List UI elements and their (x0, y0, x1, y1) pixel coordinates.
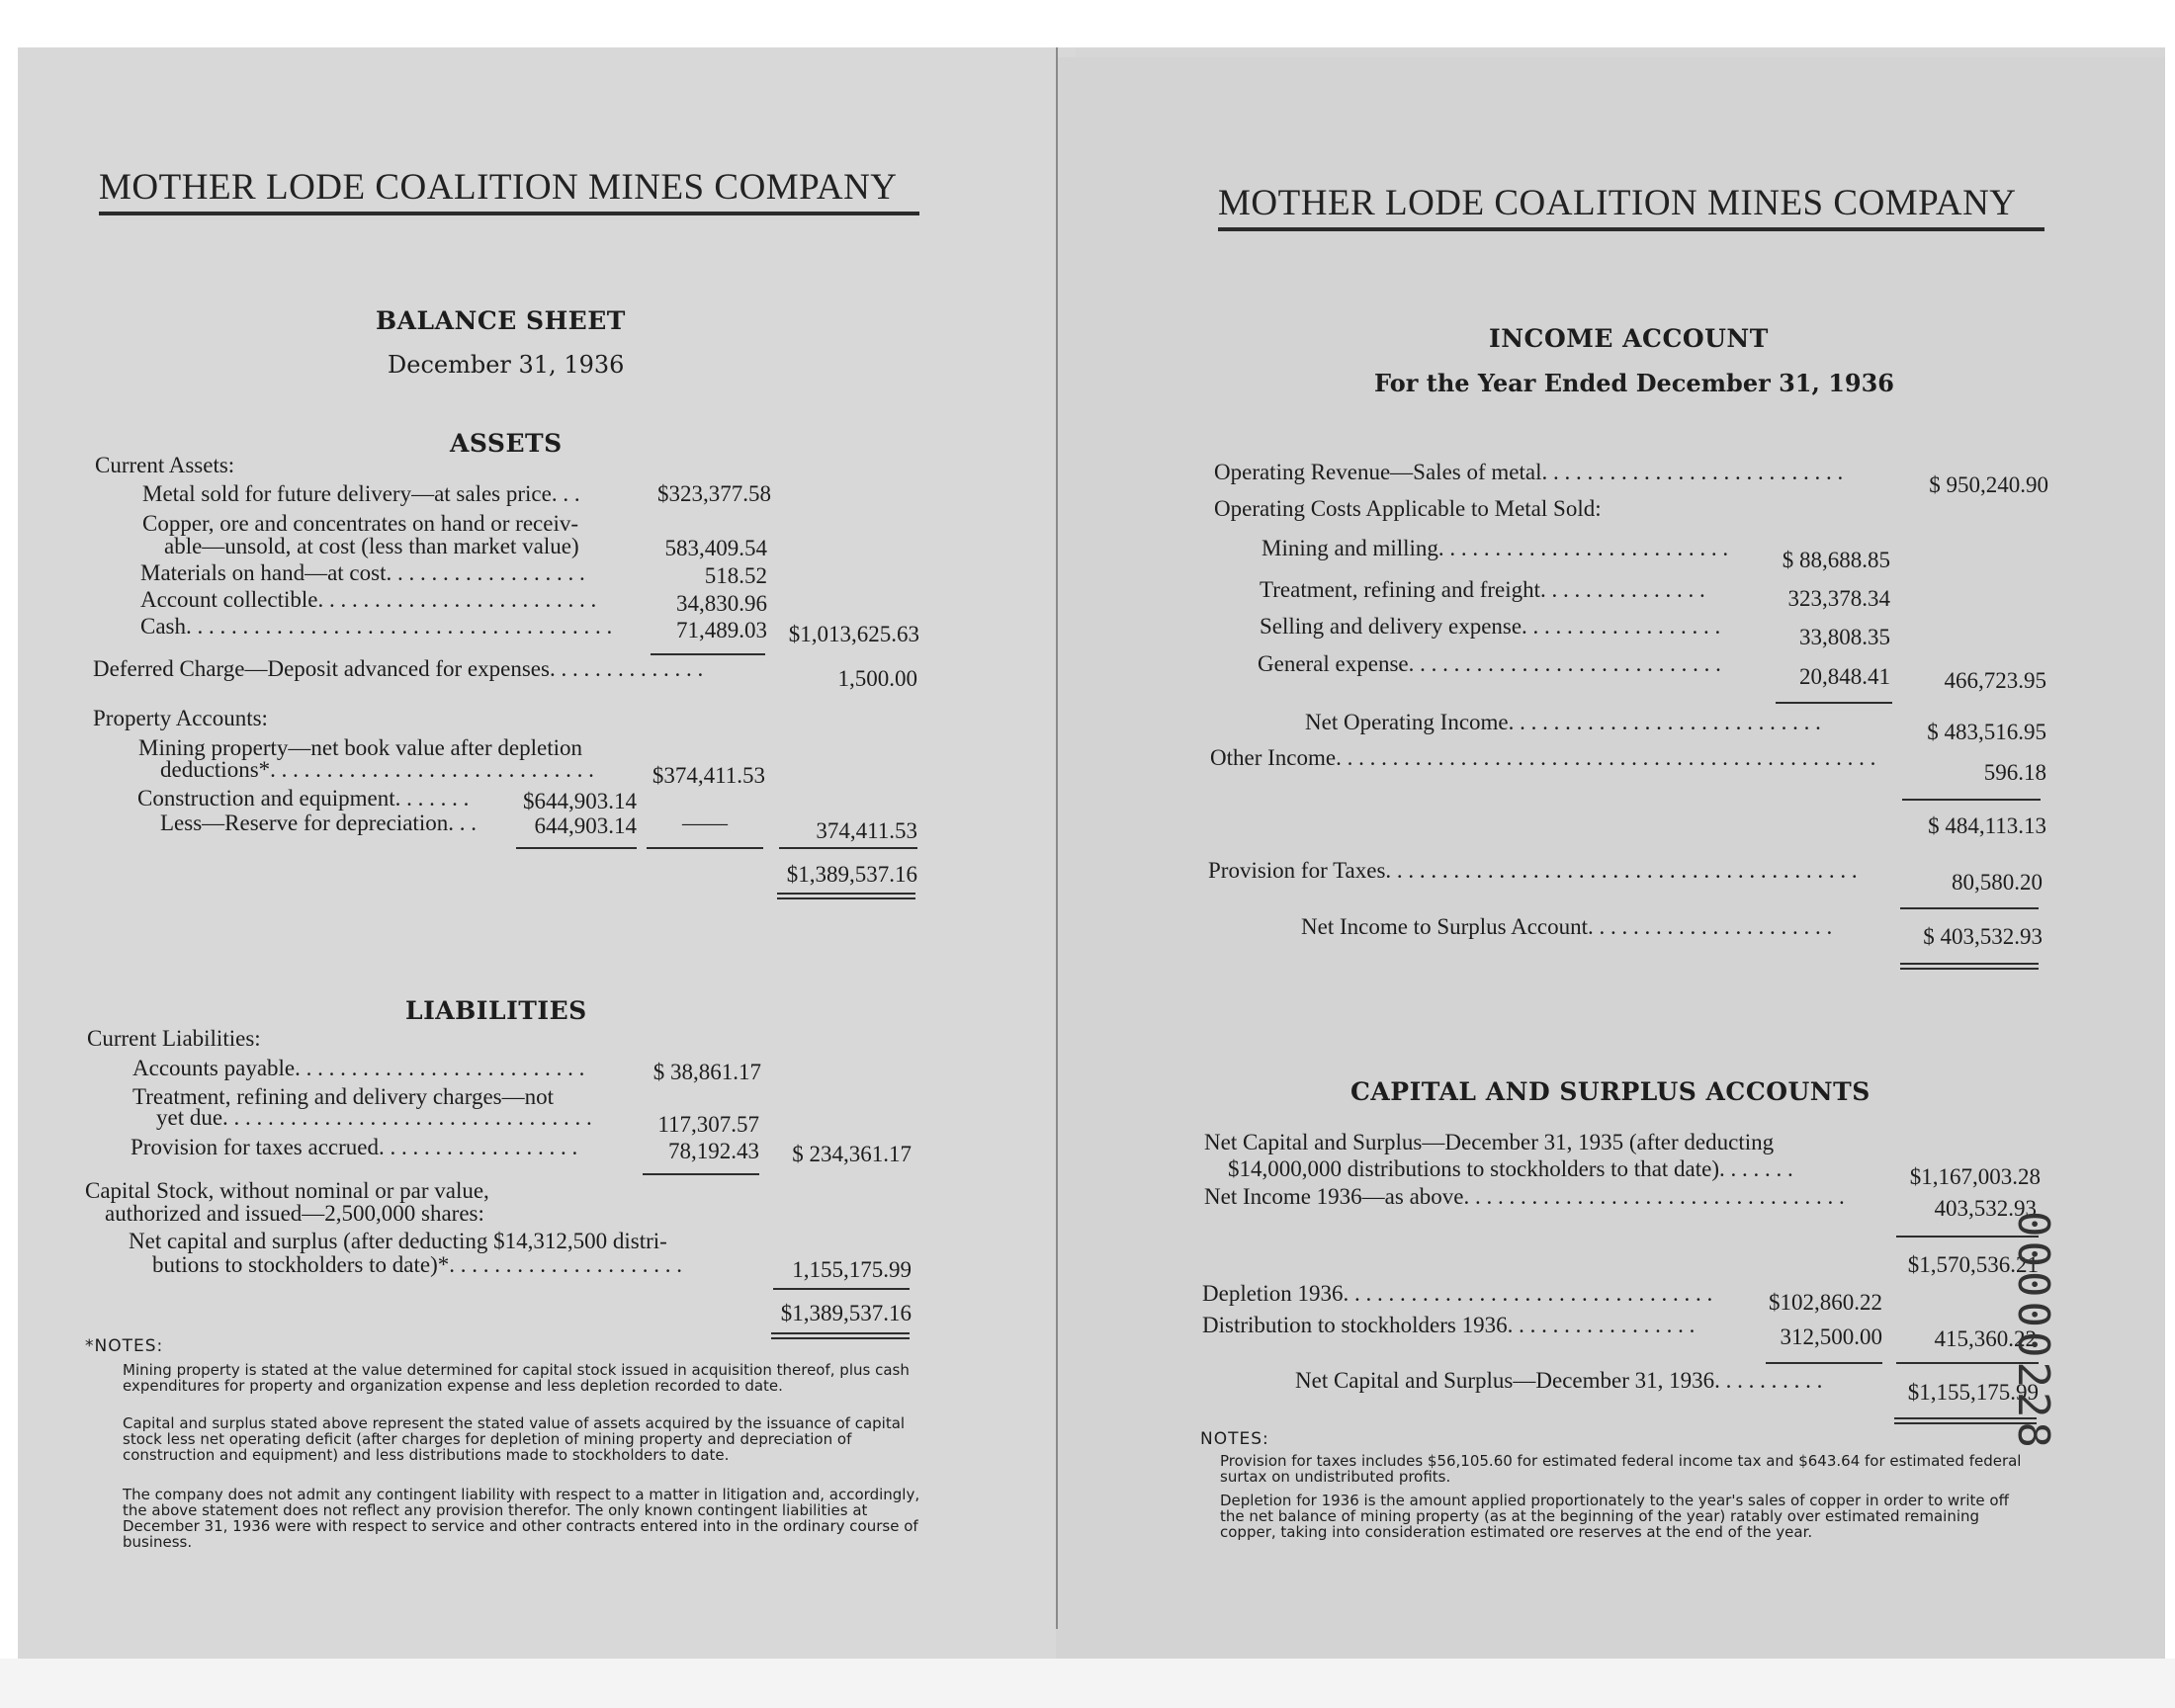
capital-1936-value: $1,155,175.99 (1907, 1380, 2039, 1405)
rule (779, 847, 917, 849)
net-capital-line1: Net capital and surplus (after deducting $14,312,500 distri- (129, 1229, 667, 1253)
right-notes-title: NOTES: (1200, 1429, 1269, 1449)
liabilities-total: $1,389,537.16 (780, 1301, 912, 1325)
depletion-value: $102,860.22 (1769, 1290, 1882, 1315)
other-income-value: 596.18 (1983, 760, 2046, 785)
other-income-label: Other Income. . . . . . . . . . . . . . . . . . . . . . . . . . . . . . . . . . . . . . . . . . . . . . . . (1210, 745, 1876, 770)
capital-stock-line2: authorized and issued—2,500,000 shares: (105, 1201, 484, 1226)
balance-sheet-title: BALANCE SHEET (376, 306, 626, 335)
provision-taxes-value: 80,580.20 (1952, 870, 2043, 895)
capital-1936-label: Net Capital and Surplus—December 31, 1936. . . . . . . . . . (1295, 1368, 1823, 1393)
materials-value: 518.52 (704, 563, 767, 588)
copper-line2: able—unsold, at cost (less than market value) (164, 534, 579, 558)
left-note-2: Capital and surplus stated above represent the stated value of assets acquired by the issuance of capital stock less net operating deficit (after charges for depletion of mining property and depreciation of construction and equipment) and less distributions made to stockholders to date. (123, 1414, 906, 1464)
rule (516, 847, 637, 849)
provision-accrued-label: Provision for taxes accrued. . . . . . . . . . . . . . . . . . (130, 1135, 578, 1159)
treatment-line1: Treatment, refining and delivery charges—not (132, 1084, 555, 1109)
net-income-1936-label: Net Income 1936—as above. . . . . . . . . . . . . . . . . . . . . . . . . . . . . . . . . . (1204, 1184, 1845, 1209)
reserve-dash: —— (682, 811, 728, 835)
cash-value: 71,489.03 (676, 618, 767, 642)
account-value: 34,830.96 (676, 591, 767, 616)
rule (643, 1173, 759, 1175)
accounts-payable-value: $ 38,861.17 (652, 1060, 761, 1084)
income-account-title: INCOME ACCOUNT (1489, 324, 1769, 353)
mining-property-line1: Mining property—net book value after depletion (138, 735, 583, 760)
mining-milling-value: $ 88,688.85 (1782, 548, 1890, 572)
revenue-label: Operating Revenue—Sales of metal. . . . . . . . . . . . . . . . . . . . . . . . . . . (1214, 460, 1844, 484)
copper-line1: Copper, ore and concentrates on hand or receiv- (142, 511, 578, 536)
accounts-payable-label: Accounts payable. . . . . . . . . . . . . . . . . . . . . . . . . . (132, 1056, 585, 1080)
operating-costs-label: Operating Costs Applicable to Metal Sold: (1214, 496, 1602, 521)
provision-accrued-value: 78,192.43 (668, 1139, 759, 1163)
current-assets-total: $1,013,625.63 (788, 622, 919, 646)
construction-label: Construction and equipment. . . . . . . (137, 786, 470, 811)
rule (1902, 799, 2041, 801)
capital-1935-line2: $14,000,000 distributions to stockholders to that date). . . . . . . (1228, 1156, 1793, 1181)
current-assets-label: Current Assets: (95, 453, 235, 477)
liabilities-heading: LIABILITIES (405, 996, 587, 1025)
cash-label: Cash. . . . . . . . . . . . . . . . . . . . . . . . . . . . . . . . . . . . . . (140, 614, 613, 639)
right-company-name: MOTHER LODE COALITION MINES COMPANY (1218, 182, 2044, 231)
current-liabilities-total: $ 234,361.17 (792, 1142, 912, 1166)
selling-delivery-value: 33,808.35 (1799, 625, 1890, 649)
rule (647, 847, 763, 849)
materials-label: Materials on hand—at cost. . . . . . . . . . . . . . . . . . (140, 560, 585, 585)
copper-value: 583,409.54 (664, 536, 767, 560)
deductions-total: 415,360.22 (1934, 1326, 2037, 1351)
right-note-2: Depletion for 1936 is the amount applied proportionately to the year's sales of copper in order to write off the net balance of mining property (as at the beginning of the year) ratably over estimated remaining copper, taking into consideration estimated ore reserves at the end of the year. (1220, 1492, 2009, 1541)
reserve-label: Less—Reserve for depreciation. . . (160, 811, 477, 835)
double-rule (777, 893, 915, 899)
net-income-1936-value: 403,532.93 (1934, 1196, 2037, 1221)
left-note-1: Mining property is stated at the value determined for capital stock issued in acquisition thereof, plus cash expenditures for property and organization expense and less depletion recorded to date. (123, 1361, 910, 1395)
net-capital-line2: butions to stockholders to date)*. . . . . . . . . . . . . . . . . . . . . (152, 1252, 682, 1277)
provision-taxes-label: Provision for Taxes. . . . . . . . . . . . . . . . . . . . . . . . . . . . . . . . . . . . . . . . . . (1208, 858, 1858, 883)
rule (1900, 907, 2039, 909)
deferred-value: 1,500.00 (837, 666, 917, 691)
capital-subtotal: $1,570,536.21 (1907, 1252, 2039, 1277)
treatment-freight-label: Treatment, refining and freight. . . . . . . . . . . . . . . (1260, 577, 1705, 602)
left-notes-title: *NOTES: (85, 1336, 164, 1356)
rule (1766, 1362, 1882, 1364)
property-accounts-label: Property Accounts: (93, 706, 268, 730)
left-company-name: MOTHER LODE COALITION MINES COMPANY (99, 166, 919, 215)
current-liabilities-label: Current Liabilities: (87, 1026, 261, 1051)
right-note-1: Provision for taxes includes $56,105.60 for estimated federal income tax and $643.64 for estimated federal surtax on undistributed profits. (1220, 1452, 2022, 1486)
property-total: 374,411.53 (816, 818, 917, 843)
treatment-line2: yet due. . . . . . . . . . . . . . . . . . . . . . . . . . . . . . . . . (156, 1105, 592, 1130)
treatment-freight-value: 323,378.34 (1787, 586, 1890, 611)
balance-sheet-date: December 31, 1936 (388, 351, 625, 379)
left-note-3: The company does not admit any contingent liability with respect to a matter in litigation and, accordingly, the above statement does not reflect any provision therefor. The only known contingent liabilities at December 31, 1936 were with respect to service and other contracts entered into in the ordinary course of business. (123, 1486, 920, 1551)
scanner-margin (0, 1659, 2175, 1708)
net-capital-value: 1,155,175.99 (792, 1257, 912, 1282)
net-income-value: $ 403,532.93 (1923, 924, 2043, 949)
net-operating-label: Net Operating Income. . . . . . . . . . . . . . . . . . . . . . . . . . . . (1305, 710, 1821, 734)
reserve-value: 644,903.14 (534, 813, 637, 838)
income-period: For the Year Ended December 31, 1936 (1374, 369, 1895, 397)
metal-sold-value: $323,377.58 (657, 481, 771, 506)
capital-stock-line1: Capital Stock, without nominal or par value, (85, 1178, 489, 1203)
depletion-label: Depletion 1936. . . . . . . . . . . . . . . . . . . . . . . . . . . . . . . . . (1202, 1281, 1713, 1306)
treatment-value: 117,307.57 (657, 1112, 759, 1137)
deferred-label: Deferred Charge—Deposit advanced for expenses. . . . . . . . . . . . . . (93, 656, 704, 681)
page-spine (1056, 47, 1058, 1629)
distribution-value: 312,500.00 (1780, 1324, 1882, 1349)
capital-surplus-heading: CAPITAL AND SURPLUS ACCOUNTS (1350, 1077, 1870, 1106)
mining-property-line2: deductions*. . . . . . . . . . . . . . . . . . . . . . . . . . . . . (160, 757, 594, 782)
income-subtotal: $ 484,113.13 (1928, 813, 2046, 838)
net-operating-value: $ 483,516.95 (1927, 720, 2046, 744)
general-expense-label: General expense. . . . . . . . . . . . . . . . . . . . . . . . . . . . (1258, 651, 1721, 676)
mining-milling-label: Mining and milling. . . . . . . . . . . . . . . . . . . . . . . . . . (1262, 536, 1729, 560)
rule (773, 1288, 910, 1290)
distribution-label: Distribution to stockholders 1936. . . . . . . . . . . . . . . . . (1202, 1313, 1696, 1337)
revenue-value: $ 950,240.90 (1929, 472, 2048, 497)
assets-total: $1,389,537.16 (786, 862, 917, 887)
assets-heading: ASSETS (450, 429, 563, 458)
operating-costs-total: 466,723.95 (1944, 668, 2046, 693)
rule (651, 653, 765, 655)
document-number-stamp: 00000228 (2008, 1211, 2058, 1452)
capital-1935-line1: Net Capital and Surplus—December 31, 1935 (after deducting (1204, 1130, 1775, 1154)
double-rule (771, 1332, 910, 1339)
account-label: Account collectible. . . . . . . . . . . . . . . . . . . . . . . . . (140, 587, 597, 612)
general-expense-value: 20,848.41 (1799, 664, 1890, 689)
double-rule (1900, 963, 2039, 970)
metal-sold-label: Metal sold for future delivery—at sales price. . . (142, 481, 580, 506)
mining-property-value: $374,411.53 (652, 763, 765, 788)
capital-1935-value: $1,167,003.28 (1909, 1164, 2041, 1189)
rule (1776, 702, 1892, 704)
net-income-label: Net Income to Surplus Account. . . . . . . . . . . . . . . . . . . . . . (1301, 914, 1833, 939)
selling-delivery-label: Selling and delivery expense. . . . . . . . . . . . . . . . . . (1260, 614, 1721, 639)
construction-value: $644,903.14 (523, 789, 637, 813)
